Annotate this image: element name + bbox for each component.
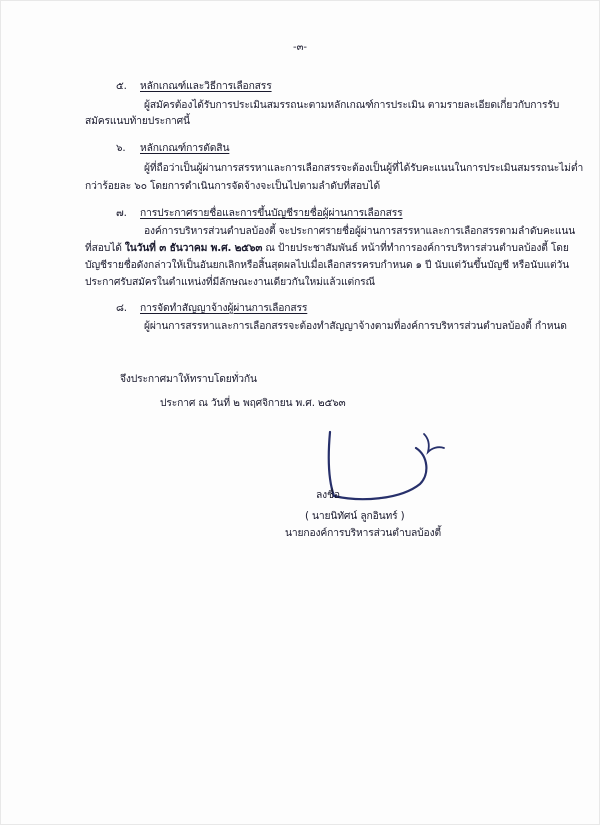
section7-line4: ประกาศรับสมัครในตำแหน่งที่มีลักษณะงานเดียวกันใหม่แล้วแต่กรณี [85, 276, 375, 288]
closing-statement: จึงประกาศมาให้ทราบโดยทั่วกัน [120, 373, 257, 385]
section7-line2-suffix: ณ ป้ายประชาสัมพันธ์ หน้าที่ทำการองค์การบริหารส่วนตำบลบ้องตี้ โดย [262, 242, 569, 254]
announcement-date: ประกาศ ณ วันที่ ๒ พฤศจิกายน พ.ศ. ๒๕๖๓ [160, 397, 346, 409]
section7-line3: บัญชีรายชื่อดังกล่าวให้เป็นอันยกเลิกหรือสิ้นสุดผลไปเมื่อเลือกสรรครบกำหนด ๑ ปี นับแต่วันขึ้นบัญชี หรือนับแต่วัน [85, 259, 570, 271]
section7-line2-prefix: ที่สอบได้ [85, 242, 125, 254]
section5-line2: สมัครแนบท้ายประกาศนี้ [85, 115, 190, 127]
section5-number: ๕. [116, 80, 127, 92]
section7-heading [116, 207, 403, 220]
section7-number: ๗. [116, 207, 127, 219]
page-number: -๓- [292, 42, 308, 53]
section7-line1: องค์การบริหารส่วนตำบลบ้องตี้ จะประกาศรายชื่อผู้ผ่านการสรรหาและการเลือกสรรตามลำดับคะแนน [144, 225, 576, 237]
section6-heading [116, 142, 229, 155]
section6-line1: ผู้ที่ถือว่าเป็นผู้ผ่านการสรรหาและการเลือกสรรจะต้องเป็นผู้ที่ได้รับคะแนนในการประเมินสมรรถนะไม่ต่ำ [144, 162, 584, 174]
section5-line1: ผู้สมัครต้องได้รับการประเมินสมรรถนะตามหลักเกณฑ์การประเมิน ตามรายละเอียดเกี่ยวกับการรับ [144, 99, 560, 111]
section8-title: การจัดทำสัญญาจ้างผู้ผ่านการเลือกสรร [140, 302, 308, 314]
section7-line2 [85, 242, 569, 255]
sign-label: ลงชื่อ [316, 489, 340, 501]
section5-heading [116, 80, 272, 93]
section8-line1: ผู้ผ่านการสรรหาและการเลือกสรรจะต้องทำสัญญาจ้างตามที่องค์การบริหารส่วนตำบลบ้องตี้ กำหนด [144, 320, 567, 332]
section8-number: ๘. [116, 302, 127, 314]
section7-title: การประกาศรายชื่อและการขึ้นบัญชีรายชื่อผู้ผ่านการเลือกสรร [140, 207, 403, 219]
section6-line2: กว่าร้อยละ ๖๐ โดยการดำเนินการจัดจ้างจะเป็นไปตามลำดับที่สอบได้ [85, 180, 380, 192]
announcement-date-highlight: ในวันที่ ๓ ธันวาคม พ.ศ. ๒๕๖๓ [124, 242, 263, 254]
section6-number: ๖. [116, 142, 126, 154]
signatory-position: นายกองค์การบริหารส่วนตำบลบ้องตี้ [285, 527, 442, 539]
signature-mark [320, 424, 460, 514]
section6-title: หลักเกณฑ์การตัดสิน [140, 142, 230, 154]
section8-heading [116, 302, 307, 315]
section5-title: หลักเกณฑ์และวิธีการเลือกสรร [140, 80, 272, 92]
signatory-name: ( นายนิทัศน์ ลูกอินทร์ ) [305, 510, 405, 522]
